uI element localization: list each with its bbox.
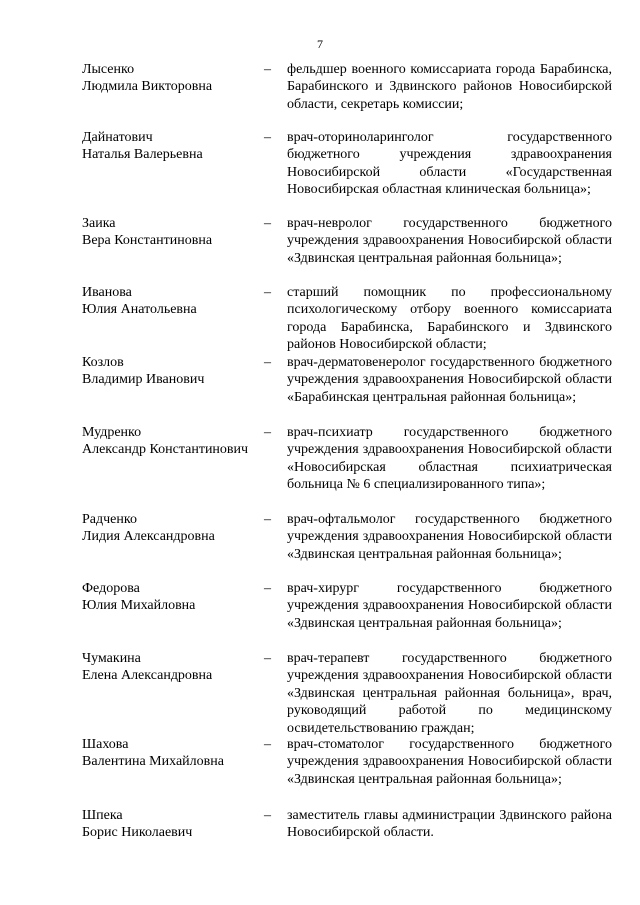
member-entry [0, 736, 640, 807]
member-entry [0, 511, 640, 580]
member-surname: Федорова [82, 581, 140, 596]
member-entry [0, 580, 640, 650]
member-given-names: Владимир Иванович [82, 372, 205, 388]
member-given-names: Юлия Анатольевна [82, 302, 197, 318]
member-entry [0, 61, 640, 129]
member-surname: Дайнатович [82, 130, 153, 145]
member-surname: Лысенко [82, 62, 135, 77]
member-name [82, 215, 262, 250]
member-name [82, 129, 262, 164]
member-surname: Заика [82, 216, 116, 231]
member-dash: – [264, 62, 271, 77]
member-dash: – [264, 285, 271, 300]
member-role: врач-оториноларинголог государственного бюджетного учреждения здравоохранения Новосибирской области «Государственная Новосибирская областная клиническая больница»; [287, 130, 612, 198]
member-surname: Шпека [82, 808, 123, 823]
member-role: врач-невролог государственного бюджетного учреждения здравоохранения Новосибирской области «Здвинская центральная районная больница»; [287, 216, 612, 266]
member-dash: – [264, 216, 271, 231]
member-name [82, 807, 262, 842]
member-role: врач-терапевт государственного бюджетного учреждения здравоохранения Новосибирской области «Здвинская центральная районная больница», врач, руководящий работой по медицинскому освидетельствованию граждан; [287, 651, 612, 736]
member-dash: – [264, 512, 271, 527]
member-surname: Радченко [82, 512, 137, 527]
member-dash: – [264, 581, 271, 596]
member-name [82, 424, 262, 459]
member-given-names: Вера Константиновна [82, 233, 213, 249]
member-given-names: Наталья Валерьевна [82, 147, 203, 163]
member-name [82, 61, 262, 96]
member-entry [0, 215, 640, 284]
member-name [82, 580, 262, 615]
member-given-names: Людмила Викторовна [82, 79, 213, 95]
member-entry [0, 354, 640, 424]
member-surname: Чумакина [82, 651, 141, 666]
member-dash: – [264, 355, 271, 370]
member-given-names: Юлия Михайловна [82, 598, 196, 614]
member-name [82, 511, 262, 546]
member-entry [0, 650, 640, 736]
member-entry [0, 807, 640, 847]
member-given-names: Валентина Михайловна [82, 754, 224, 770]
member-given-names: Борис Николаевич [82, 825, 193, 841]
member-given-names: Лидия Александровна [82, 529, 215, 545]
member-entry [0, 284, 640, 354]
member-name [82, 284, 262, 319]
member-surname: Иванова [82, 285, 132, 300]
member-given-names: Елена Александровна [82, 668, 213, 684]
member-role: врач-дерматовенеролог государственного бюджетного учреждения здравоохранения Новосибирской области «Барабинская центральная районная больница»; [287, 355, 612, 405]
member-surname: Козлов [82, 355, 124, 370]
member-entry [0, 129, 640, 215]
member-dash: – [264, 737, 271, 752]
member-dash: – [264, 808, 271, 823]
member-dash: – [264, 651, 271, 666]
member-name [82, 736, 262, 771]
member-role: врач-хирург государственного бюджетного учреждения здравоохранения Новосибирской области «Здвинская центральная районная больница»; [287, 581, 612, 631]
member-role: заместитель главы администрации Здвинского района Новосибирской области. [287, 808, 612, 841]
member-entry [0, 424, 640, 511]
member-name [82, 354, 262, 389]
member-role: врач-психиатр государственного бюджетного учреждения здравоохранения Новосибирской области «Новосибирская областная психиатрическая больница № 6 специализированного типа»; [287, 425, 612, 493]
member-surname: Мудренко [82, 425, 142, 440]
member-role: врач-офтальмолог государственного бюджетного учреждения здравоохранения Новосибирской области «Здвинская центральная районная больница»; [287, 512, 612, 562]
member-name [82, 650, 262, 685]
commission-member-list [0, 61, 640, 847]
member-role: врач-стоматолог государственного бюджетного учреждения здравоохранения Новосибирской области «Здвинская центральная районная больница»; [287, 737, 612, 787]
member-given-names: Александр Константинович [82, 442, 249, 458]
page-number: 7 [317, 37, 323, 51]
member-dash: – [264, 130, 271, 145]
member-role: фельдшер военного комиссариата города Барабинска, Барабинского и Здвинского районов Новосибирской области, секретарь комиссии; [287, 62, 612, 112]
member-dash: – [264, 425, 271, 440]
member-surname: Шахова [82, 737, 129, 752]
member-role: старший помощник по профессиональному психологическому отбору военного комиссариата города Барабинска, Барабинского и Здвинского районов Новосибирской области; [287, 285, 612, 353]
